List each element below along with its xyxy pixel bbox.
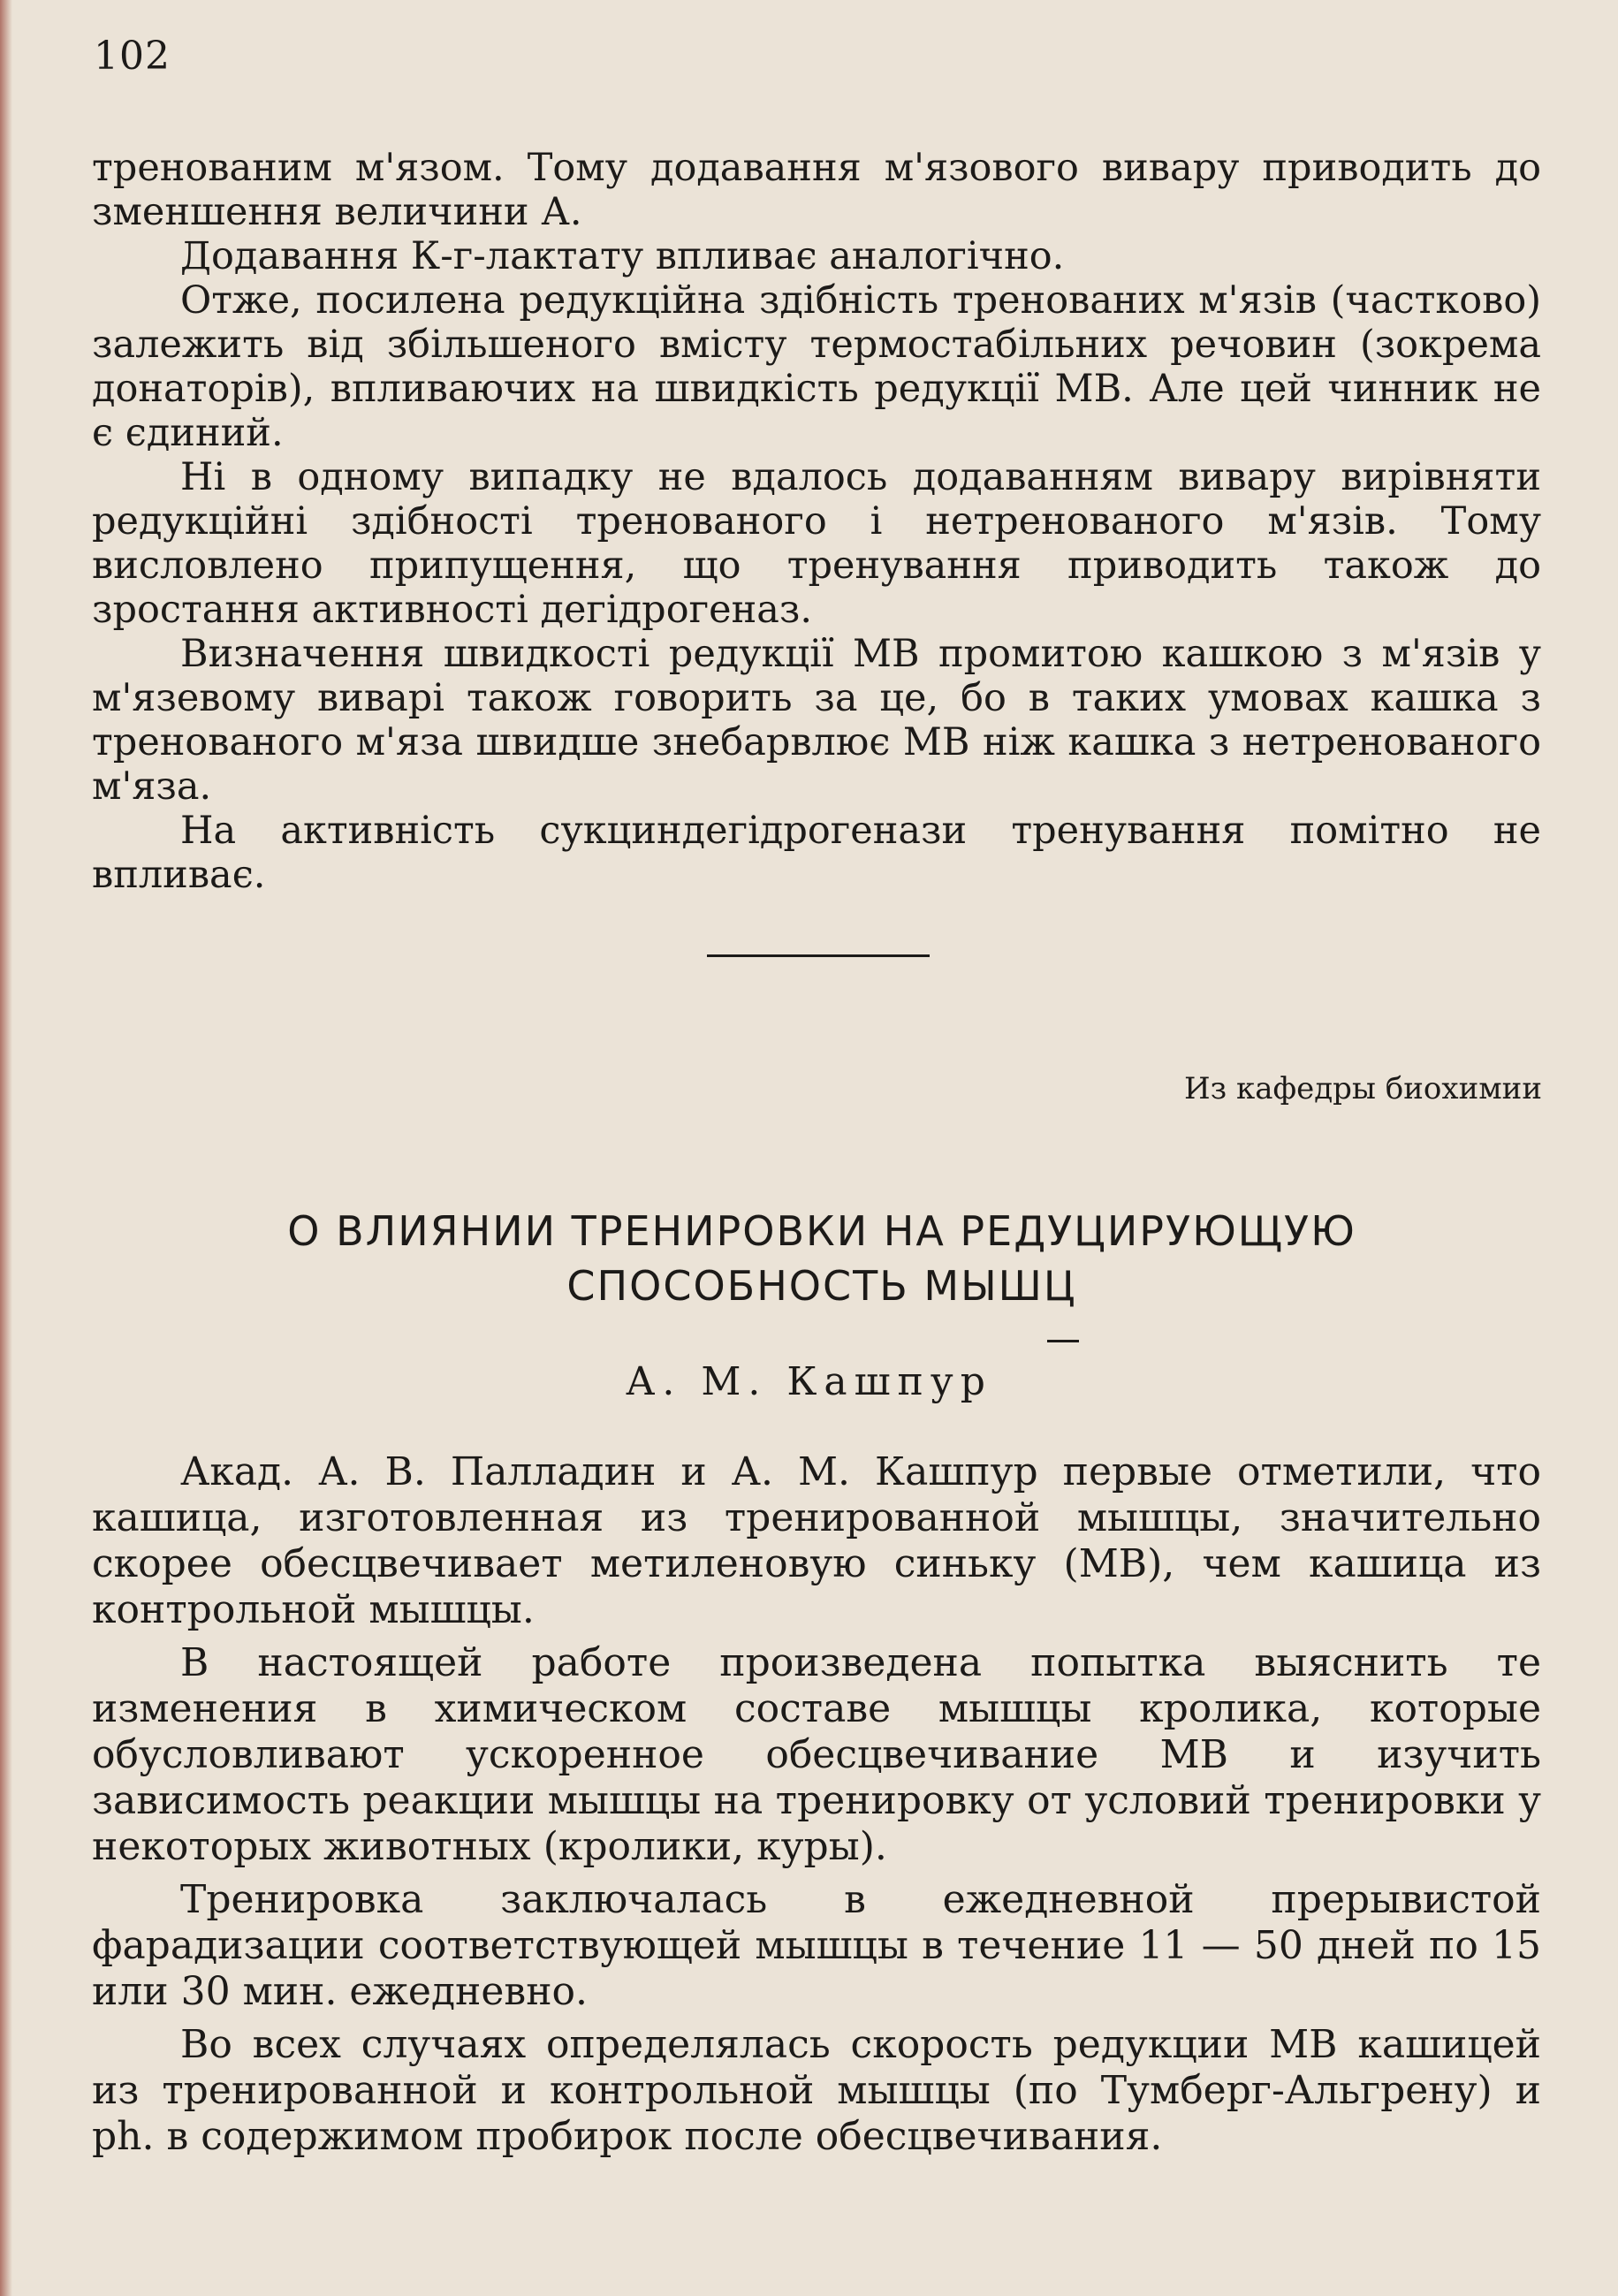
page-edge — [0, 0, 12, 2296]
article-title — [106, 1204, 1538, 1313]
page-number: 102 — [94, 34, 171, 79]
paragraph: На активність сукциндегідрогенази тренування помітно не впливає. — [92, 809, 1541, 897]
paragraph: Отже, посилена редукційна здібність тренованих м'язів (частково) залежить від збільшеного вмісту термостабільних речовин (зокрема донаторів), впливаючих на швидкість редукції МВ. Але цей чинник не є єдиний. — [92, 278, 1541, 455]
title-dash — [1047, 1340, 1079, 1342]
article-title-line-1: О ВЛИЯНИИ ТРЕНИРОВКИ НА РЕДУЦИРУЮЩУЮ — [287, 1207, 1356, 1255]
article-author: А. М. Кашпур — [626, 1359, 992, 1404]
paragraph: Акад. А. В. Палладин и А. М. Кашпур первые отметили, что кашица, изготовленная из тренированной мышцы, значительно скорее обесцвечивает метиленовую синьку (МВ), чем кашица из контрольной мышцы. — [92, 1449, 1541, 1632]
article-title-line-2: СПОСОБНОСТЬ МЫШЦ — [566, 1262, 1077, 1310]
paragraph: Тренировка заключалась в ежедневной прерывистой фарадизации соответствующей мышцы в течение 11 — 50 дней по 15 или 30 мин. ежедневно. — [92, 1877, 1541, 2014]
paragraph: Ні в одному випадку не вдалось додаванням вивару вирівняти редукційні здібності тренованого і нетренованого м'язів. Тому висловлено припущення, що тренування приводить також до зростання активності дегідрогеназ. — [92, 455, 1541, 632]
department-note: Из кафедры биохимии — [1183, 1071, 1542, 1106]
paragraph: тренованим м'язом. Тому додавання м'язового вивару приводить до зменшення величини А. — [92, 146, 1541, 234]
section-divider — [707, 954, 930, 957]
paragraph: Во всех случаях определялась скорость редукции МВ кашицей из тренированной и контрольной мышцы (по Тумберг-Альгрену) и рh. в содержимом пробирок после обесцвечивания. — [92, 2022, 1541, 2159]
paragraph: В настоящей работе произведена попытка выяснить те изменения в химическом составе мышцы кролика, которые обусловливают ускоренное обесцвечивание МВ и изучить зависимость реакции мышцы на тренировку от условий тренировки у некоторых животных (кролики, куры). — [92, 1640, 1541, 1869]
paragraph: Визначення швидкості редукції МВ промитою кашкою з м'язів у м'язевому виварі також говорить за це, бо в таких умовах кашка з тренованого м'яза швидше знебарвлює МВ ніж кашка з нетренованого м'яза. — [92, 632, 1541, 809]
russian-text-block — [92, 1449, 1541, 2167]
paragraph: Додавання К-г-лактату впливає аналогічно. — [180, 234, 1065, 278]
ukrainian-text-block — [92, 146, 1541, 897]
